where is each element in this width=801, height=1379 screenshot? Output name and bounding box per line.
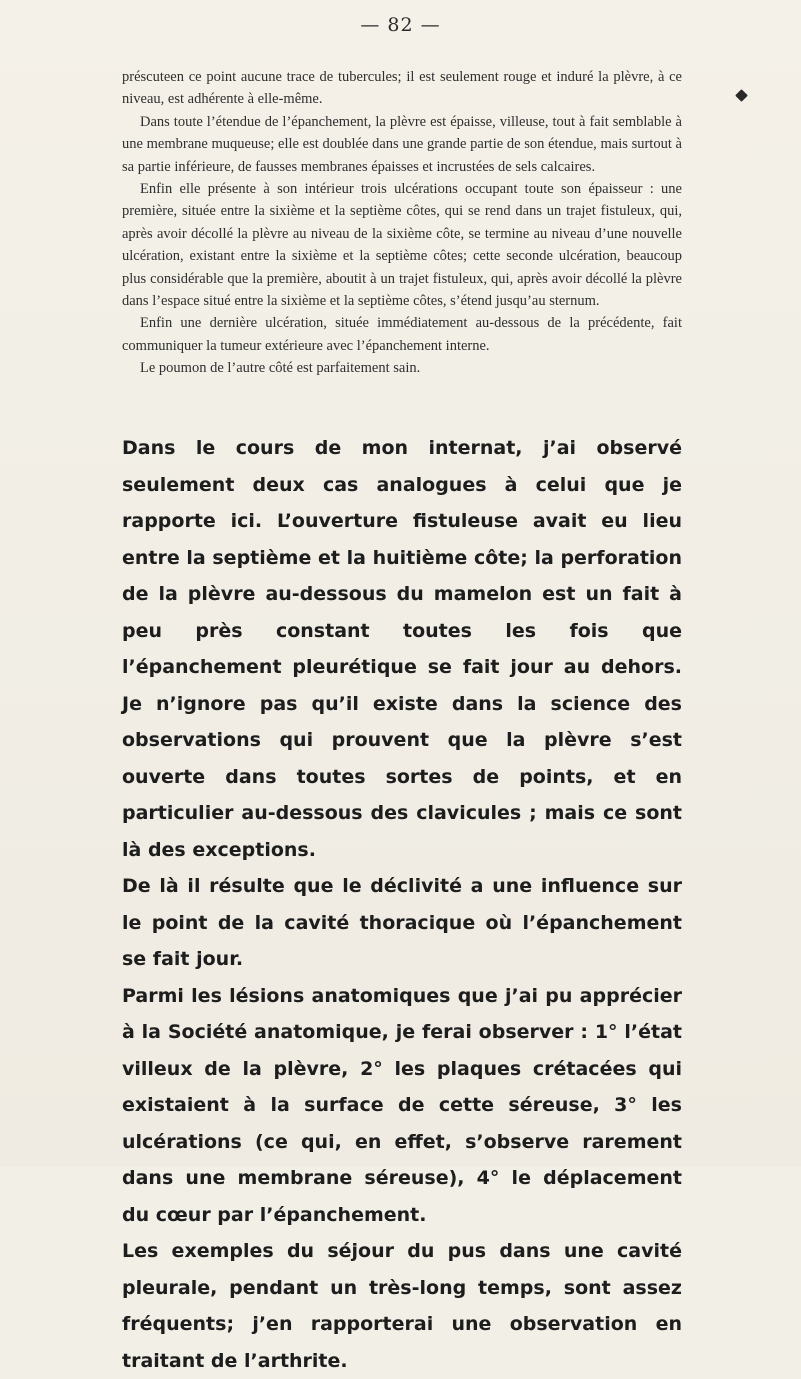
- paragraph: Enfin une dernière ulcération, située immédiatement au-dessous de la précédente, fait communiquer la tumeur extérieure avec l’épanchement interne.: [122, 315, 682, 354]
- paragraph: Enfin elle présente à son intérieur trois ulcérations occupant toute son épaisseur : une première, située entre la sixième et la septième côtes, qui se rend dans un trajet fistuleux, qui, après avoir décollé la plèvre au niveau de la sixième côte, se termine au niveau d’une nouvelle ulcération, existant entre la sixième et la septième côtes; cette seconde ulcération, beaucoup plus considérable que la première, aboutit à un trajet fistuleux, qui, après avoir décollé la plèvre dans l’espace situé entre la sixième et la septième côtes, s’étend jusqu’au sternum.: [122, 181, 682, 310]
- paragraph: De là il résulte que le déclivité a une influence sur le point de la cavité thoracique où l’épanchement se fait jour.: [122, 875, 682, 970]
- paragraph: préscuteen ce point aucune trace de tubercules; il est seulement rouge et induré la plèvre, à ce niveau, est adhérente à elle-même.: [122, 69, 682, 108]
- main-text-section: [122, 430, 682, 1379]
- paragraph: Les exemples du séjour du pus dans une cavité pleurale, pendant un très-long temps, sont assez fréquents; j’en rapporterai une observation en traitant de l’arthrite.: [122, 1240, 682, 1372]
- paragraph: Le poumon de l’autre côté est parfaitement sain.: [140, 360, 421, 377]
- paragraph: Dans le cours de mon internat, j’ai observé seulement deux cas analogues à celui que je rapporte ici. L’ouverture fistuleuse avait eu lieu entre la septième et la huitième côte; la perforation de la plèvre au-dessous du mamelon est un fait à peu près constant toutes les fois que l’épanchement pleurétique se fait jour au dehors. Je n’ignore pas qu’il existe dans la science des observations qui prouvent que la plèvre s’est ouverte dans toutes sortes de points, et en particulier au-dessous des clavicules ; mais ce sont là des exceptions.: [122, 437, 682, 861]
- page-number: — 82 —: [360, 14, 441, 36]
- paragraph: Dans toute l’étendue de l’épanchement, la plèvre est épaisse, villeuse, tout à fait semblable à une membrane muqueuse; elle est doublée dans une grande partie de son étendue, mais surtout à sa partie inférieure, de fausses membranes épaisses et incrustées de sels calcaires.: [122, 113, 682, 175]
- small-print-section: [122, 66, 682, 380]
- paragraph: Parmi les lésions anatomiques que j’ai pu apprécier à la Société anatomique, je ferai observer : 1° l’état villeux de la plèvre, 2° les plaques crétacées qui existaient à la surface de cette séreuse, 3° les ulcérations (ce qui, en effet, s’observe rarement dans une membrane séreuse), 4° le déplacement du cœur par l’épanchement.: [122, 984, 682, 1226]
- margin-mark: [735, 89, 748, 102]
